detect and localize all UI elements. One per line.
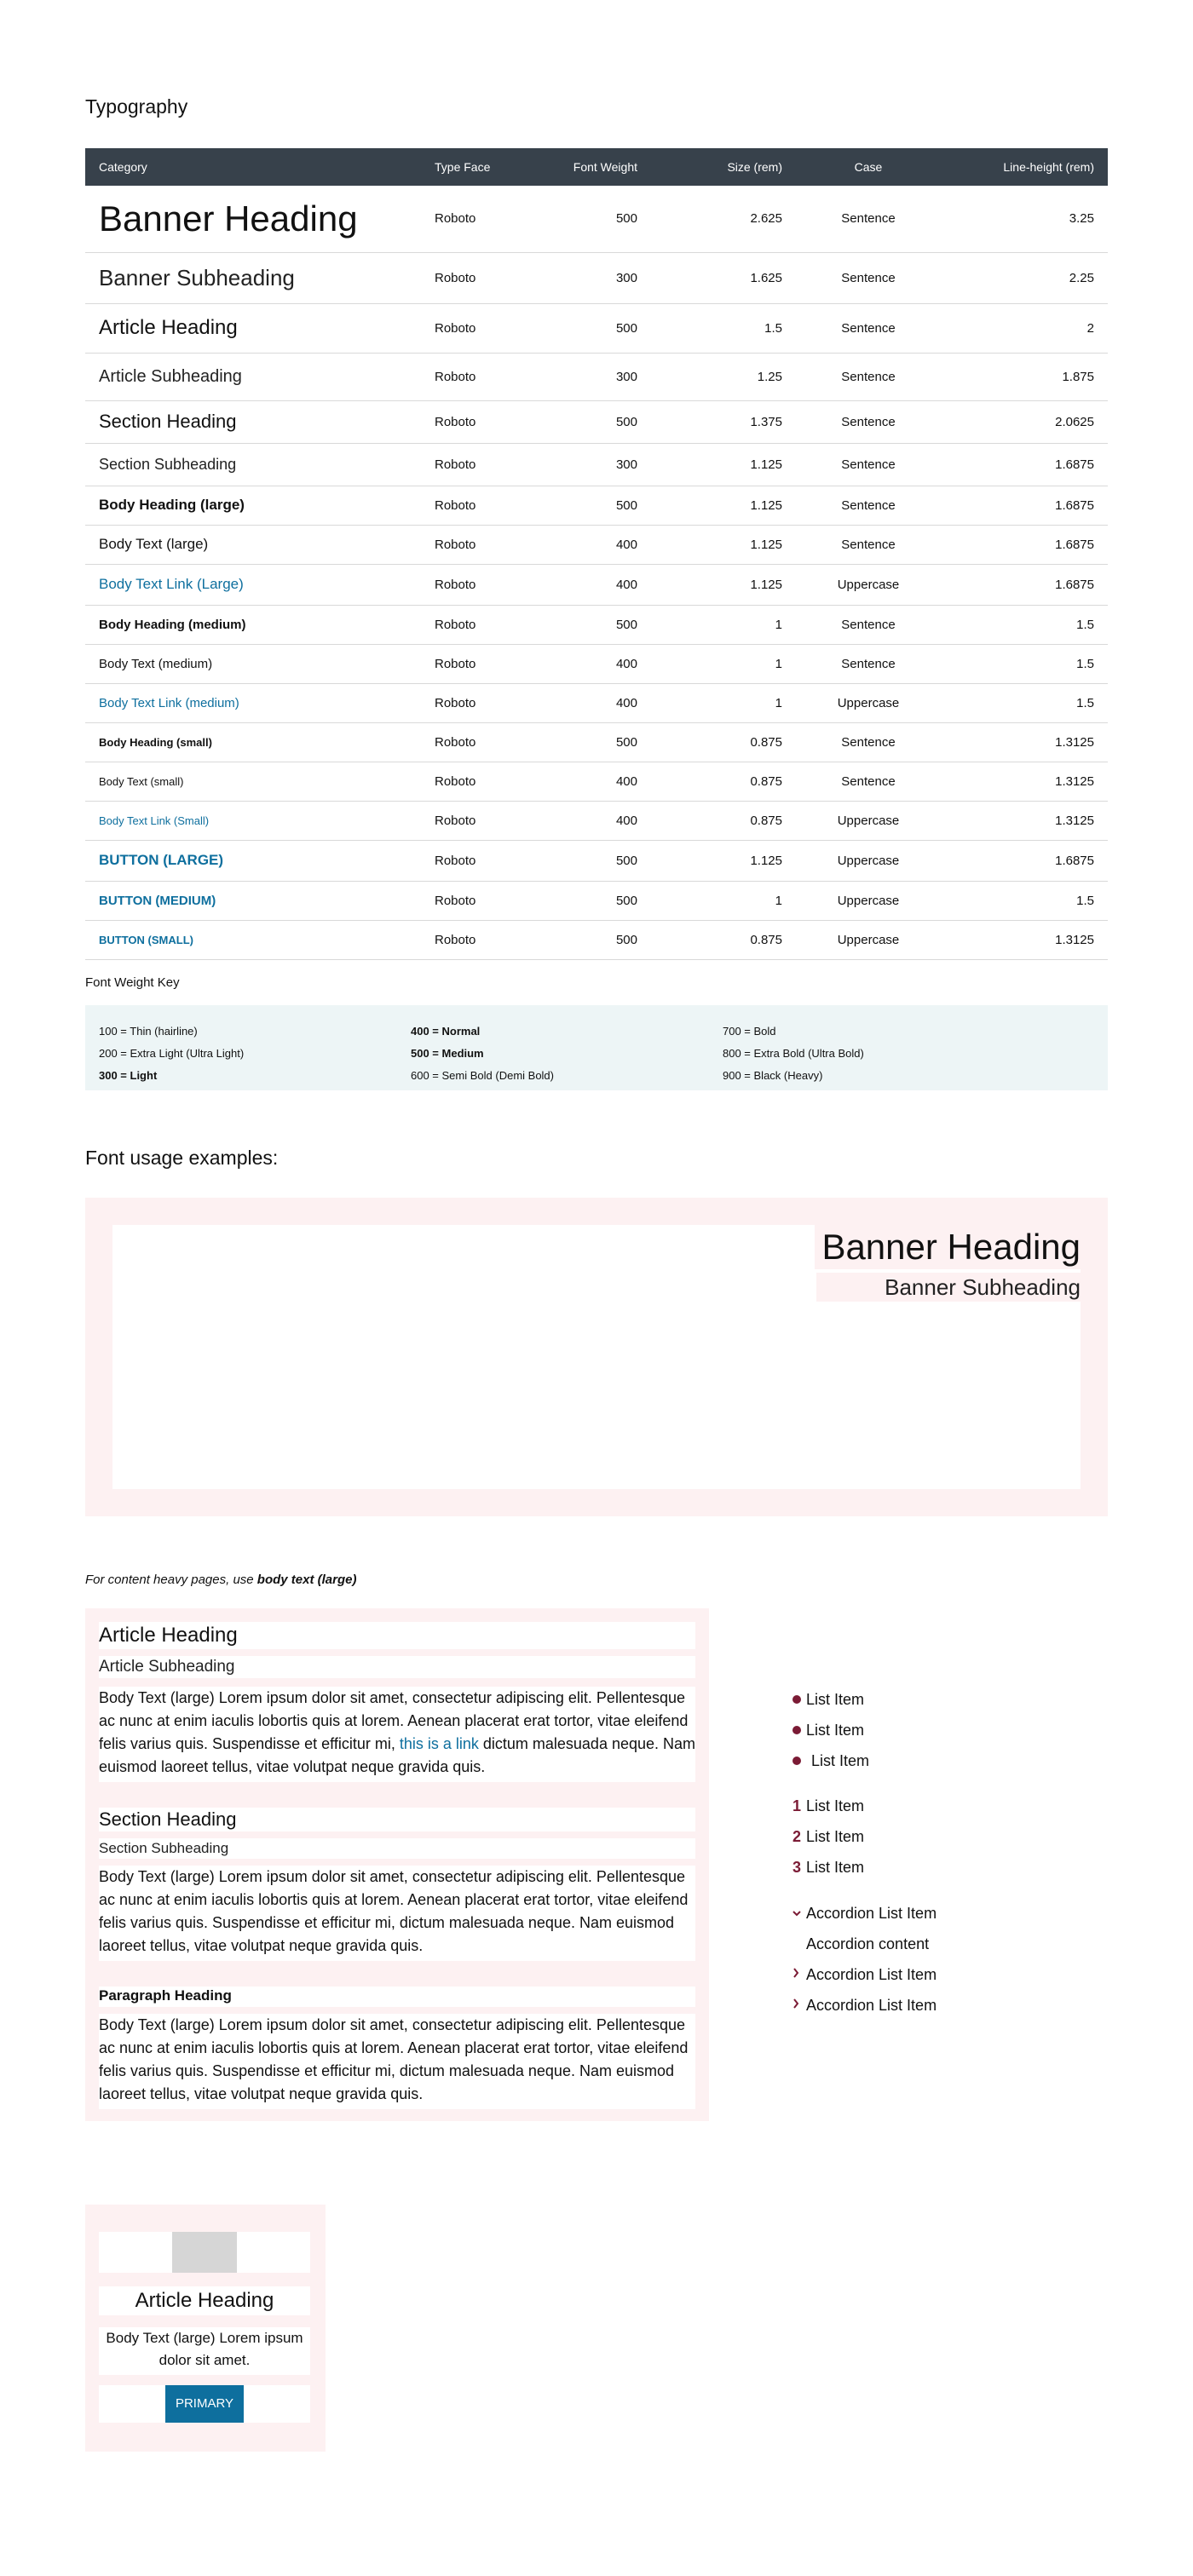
font-weight-key-col-3 [723, 1021, 1035, 1082]
article-body-2: Body Text (large) Lorem ipsum dolor sit amet, consectetur adipiscing elit. Pellentesque ac nunc at enim iaculis lobortis quis at lorem. Aenean placerat erat tortor, vitae eleifend felis varius quis. Suspendisse et efficitur mi, dictum malesuada neque. Nam euismod laoreet tellus, vitae volutpat neque gravida quis. [99, 1866, 695, 1961]
cell-type-face: Roboto [421, 252, 523, 303]
content-note-prefix: For content heavy pages, use [85, 1573, 257, 1587]
article-body-1 [99, 1687, 695, 1782]
article-heading: Article Heading [99, 1622, 695, 1649]
cell-case: Uppercase [796, 564, 941, 605]
cell-type-face: Roboto [421, 881, 523, 920]
accordion-content: Accordion content [806, 1935, 930, 1952]
cell-category: Article Subheading [85, 353, 421, 400]
numbered-list-item: 1 List Item [792, 1797, 865, 1814]
accordion-item-closed[interactable]: Accordion List Item [792, 1995, 937, 2015]
cell-case: Sentence [796, 252, 941, 303]
table-row [85, 840, 1108, 881]
card-heading: Article Heading [99, 2286, 310, 2315]
cell-line-height: 1.3125 [941, 801, 1108, 840]
cell-font-weight: 500 [523, 486, 651, 525]
col-header-size: Size (rem) [651, 148, 796, 186]
cell-font-weight: 300 [523, 252, 651, 303]
cell-case: Sentence [796, 353, 941, 400]
typography-table [85, 148, 1108, 960]
cell-type-face: Roboto [421, 762, 523, 801]
cell-category: Section Heading [85, 400, 421, 443]
cell-case: Uppercase [796, 801, 941, 840]
card-image-row [99, 2232, 310, 2273]
banner-inner [112, 1225, 1081, 1489]
table-row [85, 353, 1108, 400]
table-row [85, 252, 1108, 303]
numbered-list-item: 2 List Item [792, 1828, 865, 1845]
cell-category: Section Subheading [85, 443, 421, 486]
weight-100: 100 = Thin (hairline) [99, 1025, 198, 1038]
cell-font-weight: 500 [523, 722, 651, 762]
cell-font-weight: 400 [523, 762, 651, 801]
cell-category: Body Text (medium) [85, 644, 421, 683]
weight-600: 600 = Semi Bold (Demi Bold) [411, 1069, 554, 1082]
article-body-1-tail: dictum malesuada neque. Nam euismod laoreet tellus, vitae volutpat neque gravida quis. [99, 1735, 696, 1775]
cell-type-face: Roboto [421, 801, 523, 840]
cell-font-weight: 300 [523, 443, 651, 486]
card-button-row [99, 2385, 310, 2423]
table-row [85, 443, 1108, 486]
weight-800: 800 = Extra Bold (Ultra Bold) [723, 1047, 864, 1060]
table-header-row [85, 148, 1108, 186]
chevron-right-icon [792, 1995, 801, 2015]
bullet-list-item: List Item [792, 1689, 864, 1710]
table-row [85, 644, 1108, 683]
article-body-1-text: Body Text (large) Lorem ipsum dolor sit amet, consectetur adipiscing elit. Pellentesque ac nunc at enim iaculis lobortis quis at lorem. Aenean placerat erat tortor, vitae eleifend felis varius quis. Suspendisse et efficitur mi, [99, 1689, 689, 1752]
cell-line-height: 1.6875 [941, 564, 1108, 605]
cell-line-height: 2.0625 [941, 400, 1108, 443]
table-row [85, 762, 1108, 801]
cell-line-height: 1.3125 [941, 920, 1108, 959]
cell-line-height: 1.6875 [941, 525, 1108, 564]
cell-font-weight: 500 [523, 605, 651, 644]
weight-500: 500 = Medium [411, 1047, 484, 1060]
col-header-font-weight: Font Weight [523, 148, 651, 186]
cell-type-face: Roboto [421, 443, 523, 486]
cell-size: 0.875 [651, 762, 796, 801]
content-note-bold: body text (large) [256, 1573, 357, 1587]
cell-font-weight: 500 [523, 400, 651, 443]
bullet-list-item: List Item [792, 1720, 864, 1740]
weight-400: 400 = Normal [411, 1025, 481, 1038]
cell-size: 1.375 [651, 400, 796, 443]
cell-type-face: Roboto [421, 486, 523, 525]
article-example [85, 1608, 709, 2121]
cell-line-height: 1.5 [941, 881, 1108, 920]
cell-line-height: 1.5 [941, 683, 1108, 722]
cell-type-face: Roboto [421, 683, 523, 722]
font-weight-key-box [85, 1005, 1108, 1090]
cell-category: Body Heading (medium) [85, 605, 421, 644]
card-image-placeholder [172, 2232, 237, 2273]
table-row [85, 881, 1108, 920]
table-row [85, 303, 1108, 353]
cell-size: 1.125 [651, 840, 796, 881]
cell-size: 0.875 [651, 920, 796, 959]
cell-font-weight: 400 [523, 801, 651, 840]
cell-font-weight: 400 [523, 683, 651, 722]
cell-category: Banner Heading [85, 186, 421, 252]
cell-type-face: Roboto [421, 564, 523, 605]
cell-type-face: Roboto [421, 644, 523, 683]
cell-line-height: 1.6875 [941, 486, 1108, 525]
table-row [85, 722, 1108, 762]
weight-900: 900 = Black (Heavy) [723, 1069, 823, 1082]
table-row [85, 605, 1108, 644]
weight-300: 300 = Light [99, 1069, 158, 1082]
card-example [85, 2205, 326, 2452]
cell-type-face: Roboto [421, 400, 523, 443]
cell-case: Uppercase [796, 881, 941, 920]
cell-case: Uppercase [796, 840, 941, 881]
bullet-list-item: List Item [792, 1751, 869, 1771]
cell-size: 1.125 [651, 486, 796, 525]
col-header-case: Case [796, 148, 941, 186]
cell-case: Sentence [796, 722, 941, 762]
bullet-icon [792, 1757, 801, 1765]
cell-case: Sentence [796, 443, 941, 486]
accordion-item-open[interactable]: Accordion List Item [792, 1903, 937, 1923]
content-note [85, 1573, 356, 1587]
cell-type-face: Roboto [421, 722, 523, 762]
cell-line-height: 1.875 [941, 353, 1108, 400]
cell-category: Article Heading [85, 303, 421, 353]
cell-category: Body Text (large) [85, 525, 421, 564]
cell-case: Sentence [796, 525, 941, 564]
cell-type-face: Roboto [421, 605, 523, 644]
cell-category: Body Heading (small) [85, 722, 421, 762]
cell-size: 1 [651, 605, 796, 644]
cell-size: 2.625 [651, 186, 796, 252]
numbered-list-item: 3 List Item [792, 1859, 865, 1876]
cell-font-weight: 500 [523, 840, 651, 881]
section-heading: Section Heading [99, 1808, 695, 1831]
table-row [85, 801, 1108, 840]
cell-type-face: Roboto [421, 353, 523, 400]
cell-category: BUTTON (MEDIUM) [85, 881, 421, 920]
cell-size: 1.125 [651, 525, 796, 564]
cell-category: Body Text (small) [85, 762, 421, 801]
table-row [85, 186, 1108, 252]
cell-font-weight: 400 [523, 644, 651, 683]
cell-type-face: Roboto [421, 186, 523, 252]
cell-size: 1 [651, 644, 796, 683]
cell-category: Body Heading (large) [85, 486, 421, 525]
cell-case: Sentence [796, 303, 941, 353]
cell-category: Body Text Link (Large) [85, 564, 421, 605]
table-row [85, 920, 1108, 959]
cell-category: Body Text Link (Small) [85, 801, 421, 840]
bullet-icon [792, 1726, 801, 1734]
cell-font-weight: 500 [523, 920, 651, 959]
weight-700: 700 = Bold [723, 1025, 776, 1038]
cell-category: BUTTON (SMALL) [85, 920, 421, 959]
cell-line-height: 1.6875 [941, 443, 1108, 486]
primary-button[interactable]: PRIMARY [165, 2385, 244, 2423]
cell-font-weight: 400 [523, 564, 651, 605]
cell-font-weight: 500 [523, 881, 651, 920]
cell-type-face: Roboto [421, 303, 523, 353]
cell-size: 1.625 [651, 252, 796, 303]
table-row [85, 564, 1108, 605]
article-subheading: Article Subheading [99, 1656, 695, 1678]
col-header-line-height: Line-height (rem) [941, 148, 1108, 186]
cell-size: 1 [651, 683, 796, 722]
section-subheading: Section Subheading [99, 1838, 695, 1859]
cell-line-height: 3.25 [941, 186, 1108, 252]
font-weight-key-title: Font Weight Key [85, 975, 180, 990]
chevron-right-icon [792, 1964, 801, 1985]
cell-category: Banner Subheading [85, 252, 421, 303]
cell-case: Uppercase [796, 683, 941, 722]
table-row [85, 683, 1108, 722]
font-weight-key-col-1 [99, 1021, 411, 1082]
cell-line-height: 1.5 [941, 605, 1108, 644]
cell-case: Sentence [796, 762, 941, 801]
cell-font-weight: 500 [523, 186, 651, 252]
cell-type-face: Roboto [421, 525, 523, 564]
font-weight-key-col-2 [411, 1021, 723, 1082]
cell-font-weight: 300 [523, 353, 651, 400]
col-header-category: Category [85, 148, 421, 186]
weight-200: 200 = Extra Light (Ultra Light) [99, 1047, 245, 1060]
table-row [85, 486, 1108, 525]
cell-size: 0.875 [651, 801, 796, 840]
cell-case: Sentence [796, 605, 941, 644]
cell-font-weight: 400 [523, 525, 651, 564]
bullet-icon [792, 1695, 801, 1704]
banner-subheading: Banner Subheading [816, 1273, 1081, 1302]
cell-size: 1.125 [651, 443, 796, 486]
cell-category: Body Text Link (medium) [85, 683, 421, 722]
usage-title: Font usage examples: [85, 1147, 279, 1169]
cell-size: 1.25 [651, 353, 796, 400]
inline-link[interactable]: this is a link [399, 1735, 479, 1752]
table-row [85, 400, 1108, 443]
banner-heading: Banner Heading [815, 1225, 1081, 1269]
cell-font-weight: 500 [523, 303, 651, 353]
chevron-down-icon [792, 1903, 801, 1923]
paragraph-heading: Paragraph Heading [99, 1987, 695, 2007]
cell-size: 1.125 [651, 564, 796, 605]
cell-line-height: 1.6875 [941, 840, 1108, 881]
article-body-3: Body Text (large) Lorem ipsum dolor sit amet, consectetur adipiscing elit. Pellentesque ac nunc at enim iaculis lobortis quis at lorem. Aenean placerat erat tortor, vitae eleifend felis varius quis. Suspendisse et efficitur mi, dictum malesuada neque. Nam euismod laoreet tellus, vitae volutpat neque gravida quis. [99, 2014, 695, 2109]
cell-type-face: Roboto [421, 840, 523, 881]
cell-case: Sentence [796, 486, 941, 525]
cell-case: Uppercase [796, 920, 941, 959]
table-row [85, 525, 1108, 564]
cell-size: 0.875 [651, 722, 796, 762]
cell-type-face: Roboto [421, 920, 523, 959]
cell-line-height: 2.25 [941, 252, 1108, 303]
cell-size: 1 [651, 881, 796, 920]
cell-case: Sentence [796, 644, 941, 683]
cell-size: 1.5 [651, 303, 796, 353]
cell-line-height: 2 [941, 303, 1108, 353]
card-body: Body Text (large) Lorem ipsum dolor sit amet. [99, 2327, 310, 2375]
banner-example [85, 1198, 1108, 1516]
cell-case: Sentence [796, 400, 941, 443]
cell-line-height: 1.5 [941, 644, 1108, 683]
cell-line-height: 1.3125 [941, 762, 1108, 801]
col-header-type-face: Type Face [421, 148, 523, 186]
cell-line-height: 1.3125 [941, 722, 1108, 762]
accordion-item-closed[interactable]: Accordion List Item [792, 1964, 937, 1985]
cell-category: BUTTON (LARGE) [85, 840, 421, 881]
typography-title: Typography [85, 95, 188, 118]
cell-case: Sentence [796, 186, 941, 252]
